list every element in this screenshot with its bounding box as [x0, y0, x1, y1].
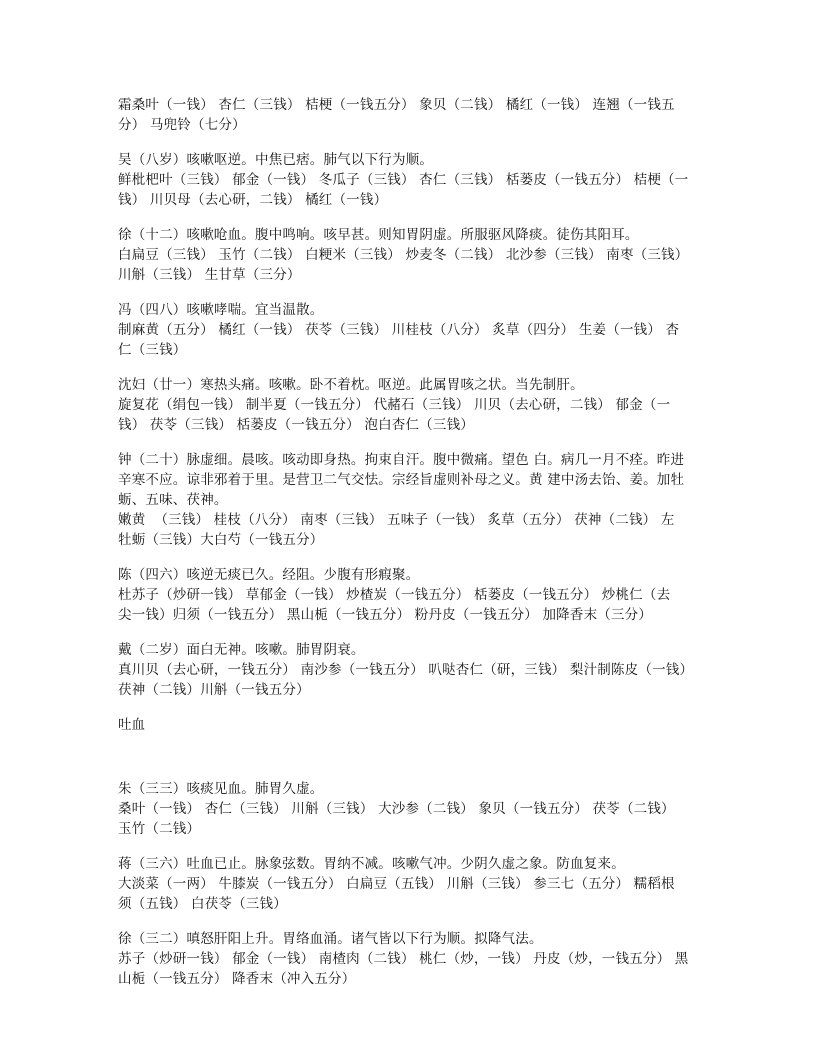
paragraph-line: 仁（三钱） — [118, 342, 187, 358]
paragraph-line: 茯神（二钱）川斛（一钱五分） — [118, 682, 310, 698]
paragraph-line: 杜苏子（炒研一钱） 草郁金（一钱） 炒楂炭（一钱五分） 栝蒌皮（一钱五分） 炒桃仁（去 — [118, 587, 671, 603]
case-paragraph — [118, 95, 708, 135]
case-list — [118, 95, 708, 700]
paragraph-line: 鲜枇杷叶（三钱） 郁金（一钱） 冬瓜子（三钱） 杏仁（三钱） 栝蒌皮（一钱五分） 桔梗（一 — [118, 172, 689, 188]
paragraph-line: 钱） 茯苓（三钱） 栝蒌皮（一钱五分） 泡白杏仁（三钱） — [118, 417, 474, 433]
paragraph-line: 制麻黄（五分） 橘红（一钱） 茯苓（三钱） 川桂枝（八分） 炙草（四分） 生姜（一钱） 杏 — [118, 322, 680, 338]
paragraph-line: 沈妇（廿一）寒热头痛。咳嗽。卧不着枕。呕逆。此属胃咳之状。当先制肝。 — [118, 377, 584, 393]
paragraph-line: 山栀（一钱五分） 降香末（冲入五分） — [118, 971, 356, 987]
case-paragraph — [118, 150, 708, 210]
paragraph-line: 蛎、五味、茯神。 — [118, 492, 228, 508]
paragraph-line: 分） 马兜铃（七分） — [118, 117, 246, 133]
paragraph-line: 玉竹（二钱） — [118, 821, 201, 837]
paragraph-line: 蒋（三六）吐血已止。脉象弦数。胃纳不减。咳嗽气冲。少阴久虚之象。防血复来。 — [118, 856, 625, 872]
paragraph-line: 川斛（三钱） 生甘草（三分） — [118, 267, 301, 283]
paragraph-line: 朱（三三）咳痰见血。肺胃久虚。 — [118, 781, 324, 797]
paragraph-line: 徐（十二）咳嗽呛血。腹中鸣响。咳早甚。则知胃阴虚。所服驱风降痰。徒伤其阳耳。 — [118, 227, 639, 243]
paragraph-line: 旋复花（绢包一钱） 制半夏（一钱五分） 代赭石（三钱） 川贝（去心研，二钱） 郁金（一 — [118, 397, 671, 413]
case-paragraph — [118, 854, 708, 914]
case-paragraph — [118, 640, 708, 700]
case-paragraph — [118, 779, 708, 839]
document-body — [118, 95, 708, 1004]
paragraph-line: 苏子（炒研一钱） 郁金（一钱） 南楂肉（二钱） 桃仁（炒，一钱） 丹皮（炒，一钱五分） 黑 — [118, 951, 689, 967]
paragraph-line: 真川贝（去心研，一钱五分） 南沙参（一钱五分） 叭哒杏仁（研，三钱） 梨汁制陈皮（一钱） — [118, 662, 694, 678]
paragraph-line: 尖一钱）归须（一钱五分） 黑山栀（一钱五分） 粉丹皮（一钱五分） 加降香末（三分） — [118, 607, 653, 623]
case-paragraph — [118, 450, 708, 550]
case-list-hematemesis — [118, 779, 708, 989]
paragraph-line: 须（五钱） 白茯苓（三钱） — [118, 896, 287, 912]
paragraph-line: 白扁豆（三钱） 玉竹（二钱） 白粳米（三钱） 炒麦冬（二钱） 北沙参（三钱） 南枣（三钱） — [118, 247, 689, 263]
paragraph-line: 钱） 川贝母（去心研，二钱） 橘红（一钱） — [118, 192, 388, 208]
paragraph-line: 冯（四八）咳嗽哮喘。宜当温散。 — [118, 302, 324, 318]
case-paragraph — [118, 565, 708, 625]
paragraph-line: 大淡菜（一两） 牛膝炭（一钱五分） 白扁豆（五钱） 川斛（三钱） 参三七（五分） 糯稻根 — [118, 876, 675, 892]
paragraph-line: 牡蛎（三钱）大白芍（一钱五分） — [118, 532, 324, 548]
case-paragraph — [118, 300, 708, 360]
paragraph-line: 陈（四六）咳逆无痰已久。经阻。少腹有形瘕聚。 — [118, 567, 420, 583]
case-paragraph — [118, 929, 708, 989]
case-paragraph — [118, 375, 708, 435]
paragraph-line: 霜桑叶（一钱） 杏仁（三钱） 桔梗（一钱五分） 象贝（二钱） 橘红（一钱） 连翘（一钱五 — [118, 97, 675, 113]
case-paragraph — [118, 225, 708, 285]
paragraph-line: 徐（三二）嗔怒肝阳上升。胃络血涌。诸气皆以下行为顺。拟降气法。 — [118, 931, 543, 947]
paragraph-line: 吴（八岁）咳嗽呕逆。中焦已痞。肺气以下行为顺。 — [118, 152, 434, 168]
paragraph-line: 桑叶（一钱） 杏仁（三钱） 川斛（三钱） 大沙参（二钱） 象贝（一钱五分） 茯苓（二钱） — [118, 801, 675, 817]
paragraph-line: 戴（二岁）面白无神。咳嗽。肺胃阴衰。 — [118, 642, 365, 658]
paragraph-line: 嫩黄 （三钱） 桂枝（八分） 南枣（三钱） 五味子（一钱） 炙草（五分） 茯神（二钱） 左 — [118, 512, 675, 528]
paragraph-line: 辛寒不应。谅非邪着于里。是营卫二气交怯。宗经旨虚则补母之义。黄 建中汤去饴、姜。加牡 — [118, 472, 685, 488]
section-heading: 吐血 — [118, 717, 145, 733]
paragraph-line: 钟（二十）脉虚细。晨咳。咳动即身热。拘束自汗。腹中微痛。望色 白。病几一月不痊。昨进 — [118, 452, 685, 468]
